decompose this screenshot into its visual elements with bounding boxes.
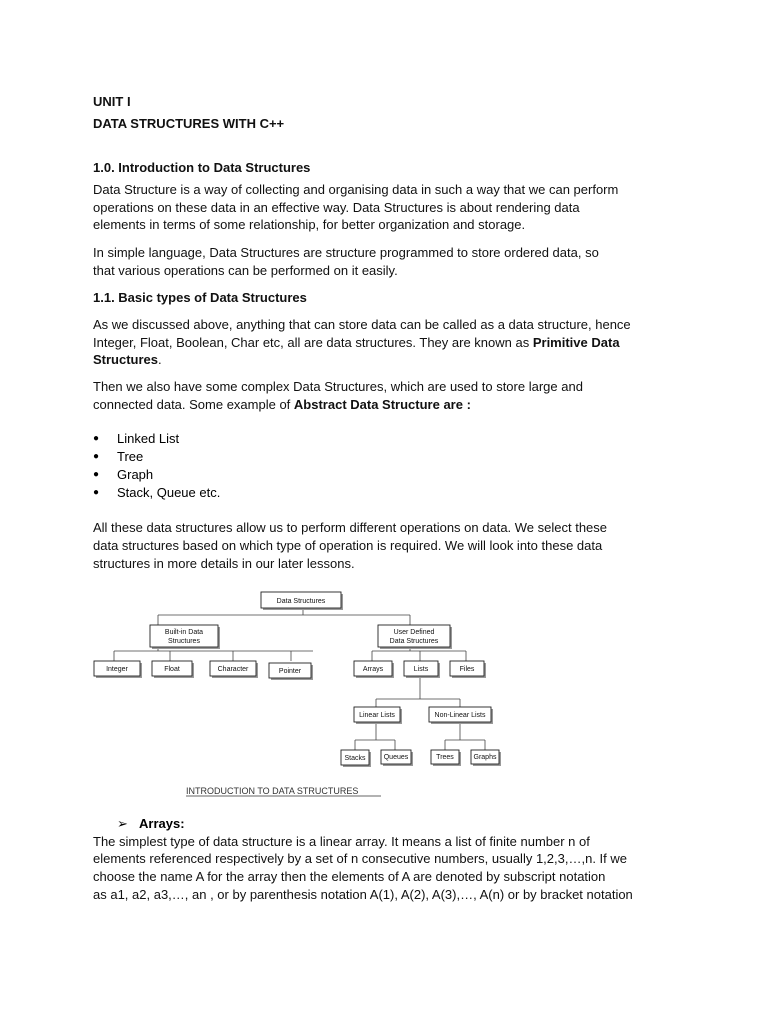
node-label: Files: [459, 666, 475, 673]
paragraph-line: as a1, a2, a3,…, an , or by parenthesis notation A(1), A(2), A(3),…, A(n) or by bracket notation: [93, 887, 633, 902]
node-character: [210, 661, 258, 678]
list-item-text: Tree: [117, 449, 144, 464]
node-arrays: [354, 661, 394, 678]
bullet-icon: ●: [93, 469, 100, 480]
node-label: Character: [217, 666, 249, 673]
data-structures-diagram: [88, 585, 518, 800]
abstract-term: Abstract Data Structure: [293, 397, 440, 412]
node-linear-lists: [354, 707, 402, 724]
node-float: [152, 661, 194, 678]
paragraph-line: choose the name A for the array then the elements of A are denoted by subscript notation: [93, 869, 606, 884]
paragraph-line: [93, 396, 471, 414]
node-label: Structures: [168, 638, 200, 645]
node-label: User Defined: [393, 629, 435, 636]
node-label: Non-Linear Lists: [434, 712, 486, 719]
userdef-connector: [372, 647, 466, 661]
arrow-bullet-icon: ➢: [117, 816, 128, 831]
node-label: Queues: [383, 754, 409, 761]
node-label: Data Structures: [389, 638, 439, 645]
bullet-icon: ●: [93, 451, 100, 462]
lists-connector: [376, 677, 460, 707]
node-graphs: [471, 750, 501, 766]
node-label: Arrays: [362, 666, 384, 673]
text-run: are :: [439, 397, 471, 412]
paragraph-line: operations on these data in an effective way. Data Structures is about rendering data: [93, 200, 580, 215]
bullet-icon: ●: [93, 487, 100, 498]
node-pointer: [269, 663, 313, 680]
node-builtin: [150, 625, 220, 649]
paragraph-line: that various operations can be performed on it easily.: [93, 263, 398, 278]
node-label: Lists: [413, 666, 429, 673]
bullet-icon: ●: [93, 433, 100, 444]
node-integer: [94, 661, 142, 678]
linear-connector: [355, 722, 395, 750]
paragraph-line: All these data structures allow us to perform different operations on data. We select these: [93, 520, 608, 535]
document-title: DATA STRUCTURES WITH C++: [93, 116, 285, 131]
paragraph-line: elements referenced respectively by a set of n consecutive numbers, usually 1,2,3,…,n. If we: [93, 851, 627, 866]
section-1-1-title: 1.1. Basic types of Data Structures: [93, 290, 307, 305]
node-data-structures: [261, 592, 343, 610]
node-label: Built-in Data: [164, 629, 204, 636]
node-stacks: [341, 750, 371, 767]
diagram-caption: INTRODUCTION TO DATA STRUCTURES: [186, 786, 359, 796]
primitive-term: Primitive Data: [532, 335, 620, 350]
node-label: Float: [164, 666, 180, 673]
text-run: Integer, Float, Boolean, Char etc, all are data structures. They are known as: [93, 335, 533, 350]
node-label: Linear Lists: [359, 712, 395, 719]
unit-heading: UNIT I: [93, 94, 131, 109]
text-run: connected data. Some example of: [93, 397, 294, 412]
node-nonlinear-lists: [429, 707, 493, 724]
paragraph-line: [93, 351, 162, 369]
node-trees: [431, 750, 461, 766]
list-item-text: Linked List: [117, 431, 180, 446]
paragraph-line: data structures based on which type of operation is required. We will look into these data: [93, 538, 603, 553]
paragraph-line: In simple language, Data Structures are structure programmed to store ordered data, so: [93, 245, 599, 260]
text-run: .: [158, 352, 162, 367]
builtin-connector: [114, 647, 313, 661]
node-files: [450, 661, 486, 678]
node-lists: [404, 661, 440, 678]
arrays-title: Arrays:: [139, 816, 185, 831]
paragraph-line: The simplest type of data structure is a linear array. It means a list of finite number n of: [93, 834, 590, 849]
paragraph-line: [93, 334, 620, 352]
node-label: Stacks: [344, 755, 366, 762]
node-label: Data Structures: [276, 598, 326, 605]
section-1-0-title: 1.0. Introduction to Data Structures: [93, 160, 311, 175]
node-label: Pointer: [278, 668, 302, 675]
paragraph-line: Then we also have some complex Data Structures, which are used to store large and: [93, 379, 583, 394]
nonlinear-connector: [445, 722, 485, 750]
primitive-term-end: Structures: [93, 352, 159, 367]
node-label: Graphs: [473, 754, 497, 761]
node-userdef: [378, 625, 452, 649]
node-queues: [381, 750, 413, 766]
node-label: Integer: [106, 666, 128, 673]
paragraph-line: Data Structure is a way of collecting and organising data in such a way that we can perform: [93, 182, 619, 197]
root-connector: [158, 609, 410, 625]
paragraph-line: structures in more details in our later lessons.: [93, 556, 355, 571]
paragraph-line: As we discussed above, anything that can store data can be called as a data structure, hence: [93, 317, 631, 332]
list-item-text: Stack, Queue etc.: [117, 485, 221, 500]
list-item-text: Graph: [117, 467, 154, 482]
paragraph-line: elements in terms of some relationship, for better organization and storage.: [93, 217, 526, 232]
node-label: Trees: [436, 754, 454, 761]
